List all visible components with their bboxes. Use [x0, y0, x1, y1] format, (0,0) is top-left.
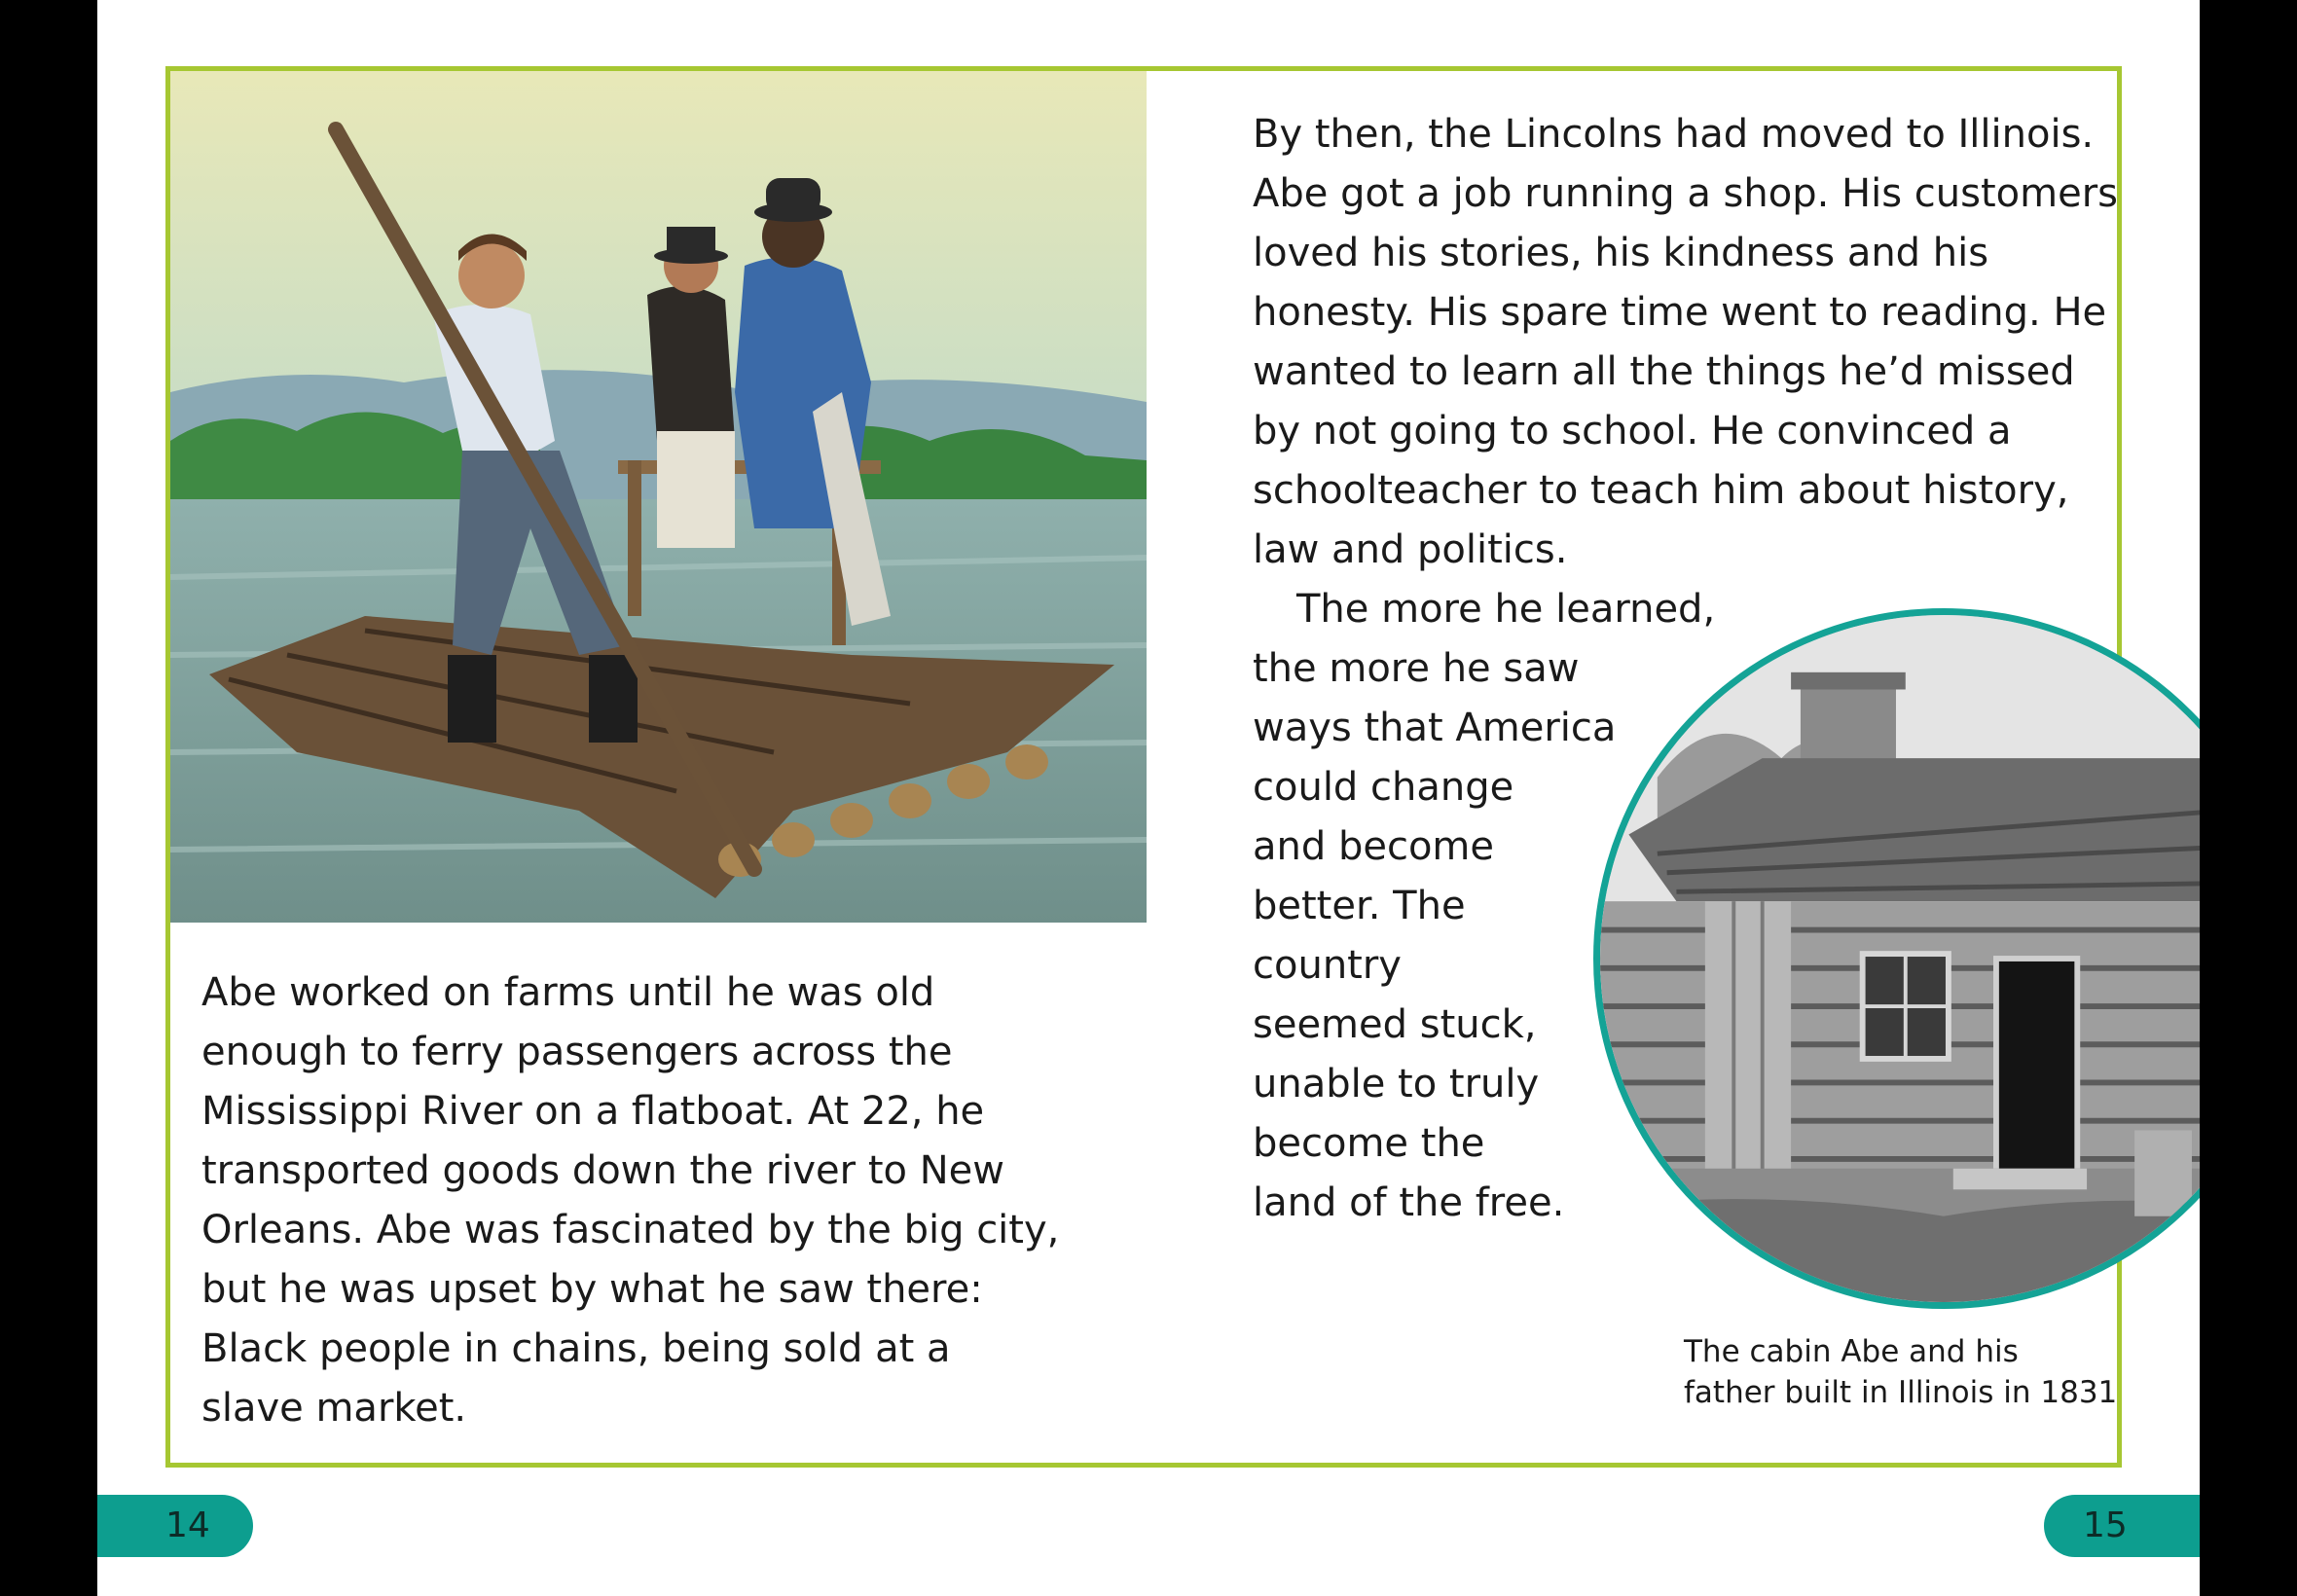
text-line: honesty. His spare time went to reading. He: [1253, 290, 2107, 335]
page-number-left: 14: [97, 1495, 253, 1557]
text-line: Abe worked on farms until he was old: [201, 970, 935, 1015]
text-line: enough to ferry passengers across the: [201, 1030, 953, 1074]
text-line: Abe got a job running a shop. His customers: [1253, 171, 2118, 216]
text-line: By then, the Lincolns had moved to Illinois.: [1253, 112, 2095, 157]
text-line: slave market.: [201, 1386, 467, 1431]
page-number-right: 15: [2044, 1495, 2200, 1557]
text-line: schoolteacher to teach him about history,: [1253, 468, 2069, 513]
right-page-paragraph-1: [1253, 105, 2118, 580]
caption-line: The cabin Abe and his: [1684, 1334, 2019, 1369]
photo-caption: [1684, 1331, 2118, 1413]
text-line: law and politics.: [1253, 527, 1568, 572]
text-line: seemed stuck,: [1253, 1002, 1537, 1047]
text-line: land of the free.: [1253, 1180, 1565, 1225]
left-page-paragraph: [201, 963, 1077, 1438]
text-line: Mississippi River on a flatboat. At 22, he: [201, 1089, 985, 1134]
text-line: but he was upset by what he saw there:: [201, 1267, 983, 1312]
text-line: The more he learned,: [1296, 587, 1716, 632]
text-line: the more he saw: [1253, 646, 1580, 691]
text-line: unable to truly: [1253, 1062, 1540, 1106]
text-line: and become: [1253, 824, 1495, 869]
text-line: Black people in chains, being sold at a: [201, 1326, 951, 1371]
text-line: ways that America: [1253, 706, 1617, 750]
text-line: country: [1253, 943, 1402, 988]
text-line: Orleans. Abe was fascinated by the big city,: [201, 1208, 1060, 1252]
text-line: wanted to learn all the things he’d missed: [1253, 349, 2075, 394]
book-spread: [97, 0, 2200, 1596]
text-line: better. The: [1253, 884, 1466, 928]
caption-line: father built in Illinois in 1831: [1684, 1375, 2118, 1410]
text-line: loved his stories, his kindness and his: [1253, 231, 1989, 275]
text-line: transported goods down the river to New: [201, 1148, 1004, 1193]
text-line: become the: [1253, 1121, 1485, 1166]
text-line: could change: [1253, 765, 1514, 810]
flatboat-painting: [170, 71, 1147, 923]
text-line: by not going to school. He convinced a: [1253, 409, 2012, 453]
